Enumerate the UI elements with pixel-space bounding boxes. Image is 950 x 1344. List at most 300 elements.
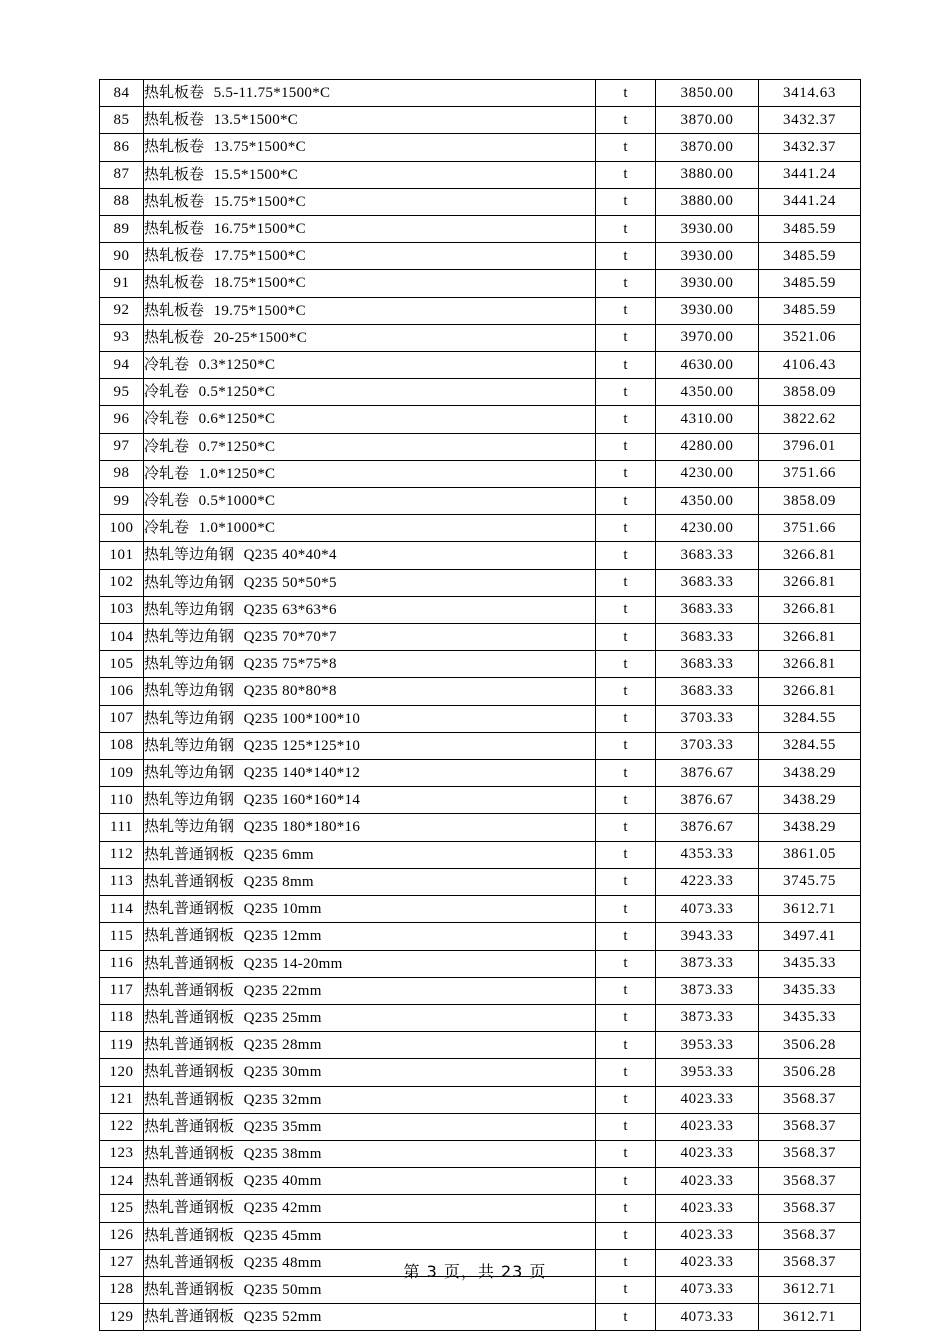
table-row: [100, 542, 861, 569]
material-name: 冷轧卷: [144, 491, 190, 510]
price-excluding-tax-cell: 3438.29: [759, 760, 861, 787]
price-table-container: [99, 79, 860, 1331]
row-index-cell: 97: [100, 433, 144, 460]
material-name: 热轧板卷: [144, 83, 205, 101]
material-name: 热轧普通钢板: [144, 1116, 235, 1135]
name-spec-gap: [234, 709, 244, 727]
table-row: [100, 270, 861, 297]
material-name-cell: [144, 678, 596, 705]
price-excluding-tax-cell: 3441.24: [759, 188, 861, 215]
material-name: 冷轧卷: [144, 355, 190, 374]
table-row: [100, 324, 861, 351]
name-spec-gap: [204, 110, 214, 128]
price-excluding-tax-cell: 3266.81: [759, 678, 861, 705]
name-spec-gap: [234, 1090, 244, 1108]
table-row: [100, 1140, 861, 1167]
table-row: [100, 379, 861, 406]
material-name-cell: [144, 787, 596, 814]
material-name: 热轧普通钢板: [144, 1279, 235, 1298]
table-row: [100, 624, 861, 651]
material-name-cell: [144, 596, 596, 623]
price-excluding-tax-cell: 3432.37: [759, 134, 861, 161]
unit-cell: t: [596, 569, 656, 596]
material-name-cell: [144, 651, 596, 678]
price-with-tax-cell: 3953.33: [656, 1032, 759, 1059]
unit-cell: t: [596, 1249, 656, 1276]
row-index-cell: 129: [100, 1304, 144, 1331]
row-index-cell: 104: [100, 624, 144, 651]
table-row: [100, 760, 861, 787]
price-with-tax-cell: 3870.00: [656, 134, 759, 161]
price-with-tax-cell: 4073.33: [656, 896, 759, 923]
table-row: [100, 1222, 861, 1249]
price-excluding-tax-cell: 3435.33: [759, 950, 861, 977]
price-excluding-tax-cell: 3441.24: [759, 161, 861, 188]
price-excluding-tax-cell: 3438.29: [759, 814, 861, 841]
material-spec: Q235 52mm: [243, 1309, 322, 1326]
unit-cell: t: [596, 107, 656, 134]
price-with-tax-cell: 4280.00: [656, 433, 759, 460]
material-spec: Q235 30mm: [243, 1064, 322, 1081]
price-excluding-tax-cell: 3568.37: [759, 1168, 861, 1195]
material-name: 热轧普通钢板: [144, 1252, 235, 1271]
price-with-tax-cell: 3953.33: [656, 1059, 759, 1086]
unit-cell: t: [596, 379, 656, 406]
table-row: [100, 678, 861, 705]
material-spec: 0.7*1250*C: [198, 438, 276, 455]
row-index-cell: 84: [100, 80, 144, 107]
table-row: [100, 243, 861, 270]
price-with-tax-cell: 4023.33: [656, 1140, 759, 1167]
price-excluding-tax-cell: 3568.37: [759, 1140, 861, 1167]
row-index-cell: 100: [100, 515, 144, 542]
price-with-tax-cell: 3683.33: [656, 624, 759, 651]
price-with-tax-cell: 4023.33: [656, 1086, 759, 1113]
price-with-tax-cell: 3880.00: [656, 161, 759, 188]
material-name: 热轧等边角钢: [144, 735, 235, 754]
material-name: 热轧普通钢板: [144, 1225, 235, 1244]
unit-cell: t: [596, 1276, 656, 1303]
row-index-cell: 95: [100, 379, 144, 406]
table-row: [100, 488, 861, 515]
unit-cell: t: [596, 1222, 656, 1249]
price-with-tax-cell: 3876.67: [656, 814, 759, 841]
table-row: [100, 161, 861, 188]
unit-cell: t: [596, 977, 656, 1004]
unit-cell: t: [596, 814, 656, 841]
name-spec-gap: [189, 491, 199, 509]
material-name: 热轧普通钢板: [144, 899, 235, 918]
row-index-cell: 106: [100, 678, 144, 705]
material-name: 热轧等边角钢: [144, 708, 235, 727]
table-row: [100, 216, 861, 243]
page-footer: 第 3 页，共 23 页: [403, 1262, 547, 1281]
material-spec: Q235 160*160*14: [243, 792, 361, 809]
price-with-tax-cell: 3880.00: [656, 188, 759, 215]
material-name: 热轧板卷: [144, 300, 205, 319]
material-name: 热轧等边角钢: [144, 817, 235, 836]
row-index-cell: 110: [100, 787, 144, 814]
name-spec-gap: [204, 219, 214, 237]
price-with-tax-cell: 4310.00: [656, 406, 759, 433]
material-name: 热轧等边角钢: [144, 572, 235, 591]
unit-cell: t: [596, 732, 656, 759]
table-row: [100, 107, 861, 134]
name-spec-gap: [204, 301, 214, 319]
material-spec: Q235 40*40*4: [243, 547, 337, 564]
price-with-tax-cell: 3876.67: [656, 760, 759, 787]
name-spec-gap: [234, 736, 244, 754]
material-spec: Q235 42mm: [243, 1200, 322, 1217]
material-spec: Q235 70*70*7: [243, 629, 337, 646]
material-name: 热轧等边角钢: [144, 790, 235, 809]
material-name: 热轧板卷: [144, 246, 205, 265]
name-spec-gap: [234, 817, 244, 835]
row-index-cell: 126: [100, 1222, 144, 1249]
table-row: [100, 787, 861, 814]
material-name-cell: [144, 1086, 596, 1113]
material-spec: Q235 50mm: [243, 1281, 322, 1298]
table-row: [100, 732, 861, 759]
price-excluding-tax-cell: 3568.37: [759, 1113, 861, 1140]
name-spec-gap: [204, 165, 214, 183]
name-spec-gap: [189, 518, 199, 536]
name-spec-gap: [234, 926, 244, 944]
unit-cell: t: [596, 188, 656, 215]
material-name-cell: [144, 488, 596, 515]
price-with-tax-cell: 4230.00: [656, 515, 759, 542]
unit-cell: t: [596, 1086, 656, 1113]
material-spec: 13.5*1500*C: [213, 112, 299, 129]
material-spec: 16.75*1500*C: [213, 221, 306, 238]
material-spec: 17.75*1500*C: [213, 248, 306, 265]
material-name: 热轧普通钢板: [144, 844, 235, 863]
unit-cell: t: [596, 705, 656, 732]
table-row: [100, 1004, 861, 1031]
material-name-cell: [144, 1113, 596, 1140]
material-name: 冷轧卷: [144, 409, 190, 428]
material-name-cell: [144, 1168, 596, 1195]
material-spec: 1.0*1250*C: [198, 465, 276, 482]
price-with-tax-cell: 4073.33: [656, 1304, 759, 1331]
name-spec-gap: [189, 355, 199, 373]
price-with-tax-cell: 3683.33: [656, 542, 759, 569]
row-index-cell: 108: [100, 732, 144, 759]
price-excluding-tax-cell: 3438.29: [759, 787, 861, 814]
price-with-tax-cell: 3873.33: [656, 950, 759, 977]
row-index-cell: 124: [100, 1168, 144, 1195]
material-name-cell: [144, 1004, 596, 1031]
price-with-tax-cell: 3970.00: [656, 324, 759, 351]
price-excluding-tax-cell: 3266.81: [759, 651, 861, 678]
price-excluding-tax-cell: 3497.41: [759, 923, 861, 950]
row-index-cell: 101: [100, 542, 144, 569]
table-row: [100, 569, 861, 596]
material-name-cell: [144, 161, 596, 188]
material-name-cell: [144, 270, 596, 297]
price-excluding-tax-cell: 4106.43: [759, 352, 861, 379]
price-with-tax-cell: 3683.33: [656, 651, 759, 678]
unit-cell: t: [596, 270, 656, 297]
table-row: [100, 705, 861, 732]
material-spec: 18.75*1500*C: [213, 275, 306, 292]
table-row: [100, 950, 861, 977]
unit-cell: t: [596, 1195, 656, 1222]
table-row: [100, 1168, 861, 1195]
price-excluding-tax-cell: 3506.28: [759, 1032, 861, 1059]
name-spec-gap: [204, 328, 214, 346]
name-spec-gap: [234, 1226, 244, 1244]
price-excluding-tax-cell: 3861.05: [759, 841, 861, 868]
price-excluding-tax-cell: 3612.71: [759, 896, 861, 923]
row-index-cell: 88: [100, 188, 144, 215]
table-row: [100, 433, 861, 460]
material-name: 热轧等边角钢: [144, 627, 235, 646]
price-with-tax-cell: 3930.00: [656, 216, 759, 243]
name-spec-gap: [234, 1171, 244, 1189]
unit-cell: t: [596, 896, 656, 923]
price-excluding-tax-cell: 3858.09: [759, 379, 861, 406]
price-excluding-tax-cell: 3485.59: [759, 243, 861, 270]
price-excluding-tax-cell: 3506.28: [759, 1059, 861, 1086]
material-name: 热轧普通钢板: [144, 1007, 235, 1026]
name-spec-gap: [234, 1198, 244, 1216]
unit-cell: t: [596, 678, 656, 705]
price-with-tax-cell: 4023.33: [656, 1168, 759, 1195]
price-with-tax-cell: 3930.00: [656, 297, 759, 324]
table-row: [100, 977, 861, 1004]
price-table-body: [100, 80, 861, 1331]
table-row: [100, 460, 861, 487]
name-spec-gap: [234, 681, 244, 699]
row-index-cell: 116: [100, 950, 144, 977]
price-excluding-tax-cell: 3266.81: [759, 569, 861, 596]
material-name: 热轧普通钢板: [144, 926, 235, 945]
row-index-cell: 118: [100, 1004, 144, 1031]
unit-cell: t: [596, 760, 656, 787]
material-spec: Q235 63*63*6: [243, 601, 337, 618]
material-spec: 13.75*1500*C: [213, 139, 306, 156]
price-excluding-tax-cell: 3568.37: [759, 1086, 861, 1113]
material-spec: Q235 35mm: [243, 1118, 322, 1135]
material-name: 冷轧卷: [144, 382, 190, 401]
name-spec-gap: [234, 1280, 244, 1298]
material-spec: 15.75*1500*C: [213, 193, 306, 210]
material-spec: 0.3*1250*C: [198, 357, 276, 374]
price-with-tax-cell: 3850.00: [656, 80, 759, 107]
row-index-cell: 102: [100, 569, 144, 596]
name-spec-gap: [204, 192, 214, 210]
price-with-tax-cell: 4353.33: [656, 841, 759, 868]
material-spec: Q235 48mm: [243, 1254, 322, 1271]
material-name-cell: [144, 107, 596, 134]
material-name: 热轧普通钢板: [144, 953, 235, 972]
material-name-cell: [144, 1195, 596, 1222]
material-name: 热轧板卷: [144, 137, 205, 156]
price-excluding-tax-cell: 3568.37: [759, 1249, 861, 1276]
material-name: 热轧板卷: [144, 110, 205, 129]
material-name-cell: [144, 732, 596, 759]
price-with-tax-cell: 4630.00: [656, 352, 759, 379]
row-index-cell: 125: [100, 1195, 144, 1222]
material-name: 热轧板卷: [144, 219, 205, 238]
unit-cell: t: [596, 1059, 656, 1086]
row-index-cell: 122: [100, 1113, 144, 1140]
price-excluding-tax-cell: 3485.59: [759, 297, 861, 324]
material-spec: Q235 180*180*16: [243, 819, 361, 836]
row-index-cell: 119: [100, 1032, 144, 1059]
price-excluding-tax-cell: 3435.33: [759, 977, 861, 1004]
material-spec: 19.75*1500*C: [213, 302, 306, 319]
name-spec-gap: [189, 437, 199, 455]
material-name-cell: [144, 760, 596, 787]
table-row: [100, 923, 861, 950]
row-index-cell: 93: [100, 324, 144, 351]
material-name-cell: [144, 896, 596, 923]
price-with-tax-cell: 3703.33: [656, 705, 759, 732]
material-name-cell: [144, 569, 596, 596]
material-name-cell: [144, 352, 596, 379]
material-name: 冷轧卷: [144, 436, 190, 455]
material-name-cell: [144, 950, 596, 977]
price-with-tax-cell: 4230.00: [656, 460, 759, 487]
name-spec-gap: [234, 1307, 244, 1325]
name-spec-gap: [234, 954, 244, 972]
material-name: 冷轧卷: [144, 518, 190, 537]
row-index-cell: 113: [100, 868, 144, 895]
price-excluding-tax-cell: 3485.59: [759, 270, 861, 297]
material-name-cell: [144, 134, 596, 161]
unit-cell: t: [596, 216, 656, 243]
material-spec: Q235 140*140*12: [243, 765, 361, 782]
price-with-tax-cell: 3703.33: [656, 732, 759, 759]
price-with-tax-cell: 4023.33: [656, 1222, 759, 1249]
price-excluding-tax-cell: 3485.59: [759, 216, 861, 243]
unit-cell: t: [596, 950, 656, 977]
name-spec-gap: [234, 763, 244, 781]
material-name-cell: [144, 460, 596, 487]
name-spec-gap: [234, 981, 244, 999]
material-name-cell: [144, 379, 596, 406]
price-excluding-tax-cell: 3745.75: [759, 868, 861, 895]
name-spec-gap: [234, 1117, 244, 1135]
name-spec-gap: [234, 899, 244, 917]
table-row: [100, 1304, 861, 1331]
row-index-cell: 120: [100, 1059, 144, 1086]
material-name-cell: [144, 542, 596, 569]
unit-cell: t: [596, 596, 656, 623]
material-spec: Q235 32mm: [243, 1091, 322, 1108]
unit-cell: t: [596, 787, 656, 814]
price-excluding-tax-cell: 3266.81: [759, 624, 861, 651]
price-with-tax-cell: 3876.67: [656, 787, 759, 814]
material-name: 热轧普通钢板: [144, 1035, 235, 1054]
name-spec-gap: [234, 573, 244, 591]
material-spec: 0.5*1000*C: [198, 493, 276, 510]
material-name-cell: [144, 243, 596, 270]
row-index-cell: 99: [100, 488, 144, 515]
table-row: [100, 297, 861, 324]
row-index-cell: 98: [100, 460, 144, 487]
row-index-cell: 92: [100, 297, 144, 324]
row-index-cell: 112: [100, 841, 144, 868]
material-spec: Q235 22mm: [243, 982, 322, 999]
material-name: 热轧普通钢板: [144, 1143, 235, 1162]
material-spec: Q235 10mm: [243, 901, 322, 918]
price-excluding-tax-cell: 3266.81: [759, 596, 861, 623]
price-with-tax-cell: 3683.33: [656, 569, 759, 596]
material-spec: Q235 25mm: [243, 1009, 322, 1026]
price-with-tax-cell: 4073.33: [656, 1276, 759, 1303]
material-name-cell: [144, 624, 596, 651]
material-name-cell: [144, 1032, 596, 1059]
material-name-cell: [144, 841, 596, 868]
row-index-cell: 86: [100, 134, 144, 161]
price-excluding-tax-cell: 3796.01: [759, 433, 861, 460]
table-row: [100, 596, 861, 623]
unit-cell: t: [596, 542, 656, 569]
price-with-tax-cell: 4023.33: [656, 1195, 759, 1222]
price-excluding-tax-cell: 3751.66: [759, 460, 861, 487]
table-row: [100, 406, 861, 433]
table-row: [100, 134, 861, 161]
name-spec-gap: [234, 1062, 244, 1080]
table-row: [100, 1032, 861, 1059]
unit-cell: t: [596, 243, 656, 270]
table-row: [100, 1086, 861, 1113]
price-excluding-tax-cell: 3414.63: [759, 80, 861, 107]
material-spec: Q235 80*80*8: [243, 683, 337, 700]
material-name-cell: [144, 1222, 596, 1249]
material-spec: 1.0*1000*C: [198, 520, 276, 537]
material-name-cell: [144, 1140, 596, 1167]
row-index-cell: 114: [100, 896, 144, 923]
price-with-tax-cell: 3873.33: [656, 1004, 759, 1031]
unit-cell: t: [596, 1140, 656, 1167]
material-name: 热轧等边角钢: [144, 681, 235, 700]
material-spec: 0.6*1250*C: [198, 411, 276, 428]
price-with-tax-cell: 3683.33: [656, 596, 759, 623]
price-with-tax-cell: 4023.33: [656, 1249, 759, 1276]
table-row: [100, 896, 861, 923]
material-spec: Q235 40mm: [243, 1173, 322, 1190]
price-excluding-tax-cell: 3521.06: [759, 324, 861, 351]
material-name-cell: [144, 1304, 596, 1331]
material-name-cell: [144, 515, 596, 542]
material-name: 热轧普通钢板: [144, 1089, 235, 1108]
row-index-cell: 89: [100, 216, 144, 243]
price-with-tax-cell: 4223.33: [656, 868, 759, 895]
material-name: 热轧普通钢板: [144, 871, 235, 890]
unit-cell: t: [596, 406, 656, 433]
price-with-tax-cell: 3870.00: [656, 107, 759, 134]
unit-cell: t: [596, 80, 656, 107]
name-spec-gap: [234, 872, 244, 890]
material-spec: Q235 12mm: [243, 928, 322, 945]
table-row: [100, 814, 861, 841]
price-excluding-tax-cell: 3612.71: [759, 1276, 861, 1303]
price-with-tax-cell: 3943.33: [656, 923, 759, 950]
table-row: [100, 651, 861, 678]
material-name-cell: [144, 324, 596, 351]
table-row: [100, 352, 861, 379]
name-spec-gap: [234, 545, 244, 563]
material-name: 热轧板卷: [144, 273, 205, 292]
material-name-cell: [144, 216, 596, 243]
price-excluding-tax-cell: 3858.09: [759, 488, 861, 515]
price-with-tax-cell: 4023.33: [656, 1113, 759, 1140]
material-name: 热轧板卷: [144, 164, 205, 183]
